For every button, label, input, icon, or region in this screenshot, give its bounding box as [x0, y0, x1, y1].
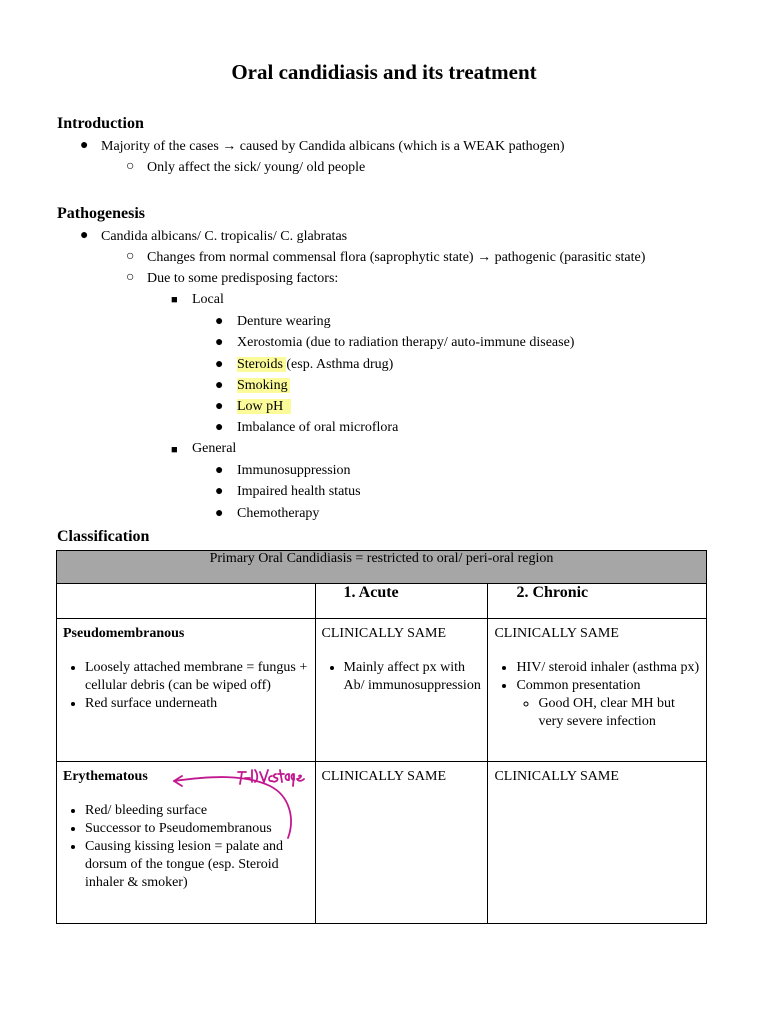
bullet-icon: ●	[80, 138, 89, 153]
erythem-acute-cell	[315, 762, 488, 924]
pseudo-cell	[57, 619, 316, 762]
local-item: Imbalance of oral microflora	[237, 420, 399, 435]
patho-local: Local	[192, 292, 224, 307]
intro-line-2: Only affect the sick/ young/ old people	[147, 160, 366, 175]
local-item: Steroids (esp. Asthma drug)	[237, 357, 394, 372]
bullet-icon: ●	[80, 228, 89, 243]
circle-bullet-icon: ○	[126, 159, 135, 174]
pseudo-chronic-cell	[488, 619, 707, 762]
list-item: ◦ Good OH, clear MH but very severe infection	[538, 695, 700, 731]
list-item: • Loosely attached membrane = fungus + cellular debris (can be wiped off)	[85, 659, 309, 695]
patho-general: General	[192, 441, 237, 456]
general-item: Immunosuppression	[237, 463, 351, 478]
highlighted-text: Steroids	[237, 357, 287, 372]
classification-heading: Classification	[57, 528, 150, 545]
circle-bullet-icon: ○	[126, 270, 135, 285]
local-item: Xerostomia (due to radiation therapy/ auto-immune disease)	[237, 335, 575, 350]
handwritten-annotation	[160, 764, 310, 844]
cell-title: CLINICALLY SAME	[321, 769, 447, 784]
list-item: • Red surface underneath	[85, 695, 309, 713]
circle-bullet-icon: ○	[126, 249, 135, 264]
bullet-icon: ●	[215, 420, 224, 435]
cell-title: CLINICALLY SAME	[494, 769, 619, 784]
list-item: • Successor to Pseudomembranous	[85, 820, 309, 838]
bullet-icon: ●	[215, 335, 224, 350]
list-item: • HIV/ steroid inhaler (asthma px)	[516, 659, 700, 677]
list-item: • Common presentation ◦ Good OH, clear MH but very severe infection	[516, 677, 700, 731]
patho-line-2: Changes from normal commensal flora (saprophytic state) → pathogenic (parasitic state)	[147, 250, 646, 265]
highlighted-text: Smoking	[237, 378, 288, 393]
list-item: • Mainly affect px with Ab/ immunosuppression	[344, 659, 482, 695]
square-bullet-icon: ■	[171, 294, 178, 306]
general-item: Impaired health status	[237, 484, 361, 499]
page-title: Oral candidiasis and its treatment	[231, 60, 537, 84]
bullet-icon: ●	[215, 399, 224, 414]
list-item: • Causing kissing lesion = palate and dorsum of the tongue (esp. Steroid inhaler & smoker)	[85, 838, 309, 892]
bullet-icon: ●	[215, 506, 224, 521]
table-header-row	[57, 551, 707, 584]
handwritten-scribble	[238, 770, 304, 786]
patho-heading: Pathogenesis	[57, 205, 145, 222]
col-acute-header: 1. Acute	[315, 584, 488, 619]
col-chronic-header: 2. Chronic	[488, 584, 707, 619]
table-row	[57, 619, 707, 762]
arrow-curve	[174, 777, 291, 838]
empty-header-cell	[57, 584, 316, 619]
bullet-icon: ●	[215, 378, 224, 393]
cell-title: CLINICALLY SAME	[321, 626, 447, 641]
table-header: Primary Oral Candidiasis = restricted to oral/ peri-oral region	[57, 551, 707, 584]
bullet-icon: ●	[215, 484, 224, 499]
local-item	[237, 398, 291, 416]
highlighted-text: Low pH	[237, 399, 291, 414]
bullet-icon: ●	[215, 357, 224, 372]
intro-line-1: Majority of the cases → caused by Candida albicans (which is a WEAK pathogen)	[101, 139, 565, 154]
cell-title: CLINICALLY SAME	[494, 626, 619, 641]
bullet-icon: ●	[215, 314, 224, 329]
classification-table	[56, 550, 707, 924]
local-item	[237, 377, 290, 395]
general-item: Chemotherapy	[237, 506, 320, 521]
patho-line-1: Candida albicans/ C. tropicalis/ C. glabratas	[101, 229, 348, 244]
pseudo-acute-cell	[315, 619, 488, 762]
list-item: • Red/ bleeding surface	[85, 802, 309, 820]
table-row	[57, 762, 707, 924]
pseudo-name: Pseudomembranous	[63, 626, 185, 641]
intro-heading: Introduction	[57, 115, 144, 132]
patho-line-3: Due to some predisposing factors:	[147, 271, 339, 286]
bullet-icon: ●	[215, 463, 224, 478]
local-item: Denture wearing	[237, 314, 331, 329]
table-column-row	[57, 584, 707, 619]
square-bullet-icon: ■	[171, 444, 178, 456]
erythem-name: Erythematous	[63, 769, 148, 784]
erythem-chronic-cell	[488, 762, 707, 924]
